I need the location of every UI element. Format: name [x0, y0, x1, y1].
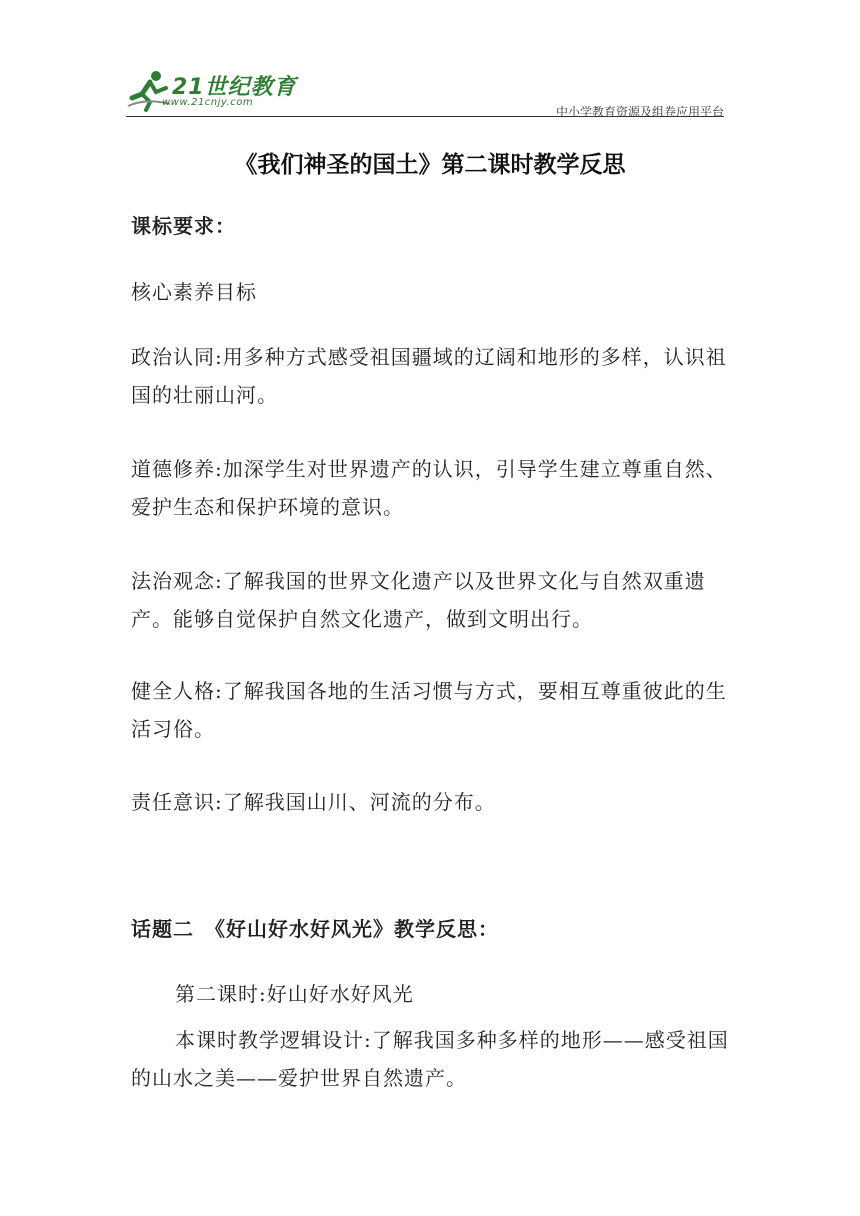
logo — [126, 68, 296, 114]
logo-text: 21世纪教育 — [172, 75, 297, 100]
subheading-core-goals: 核心素养目标 — [131, 280, 257, 304]
goal-moral: 道德修养:加深学生对世界遗产的认识，引导学生建立尊重自然、爱护生态和保护环境的意识。 — [131, 457, 727, 519]
header-divider — [126, 116, 724, 117]
page-header — [126, 68, 724, 118]
lesson-title: 第二课时:好山好水好风光 — [175, 982, 414, 1006]
section-heading-topic2: 话题二 《好山好水好风光》教学反思： — [131, 917, 499, 941]
lesson-logic: 本课时教学逻辑设计:了解我国多种多样的地形——感受祖国的山水之美——爱护世界自然遗产。 — [131, 1028, 729, 1090]
section-heading-curriculum: 课标要求： — [131, 214, 236, 238]
header-tagline: 中小学教育资源及组卷应用平台 — [555, 105, 724, 119]
goal-political: 政治认同:用多种方式感受祖国疆域的辽阔和地形的多样，认识祖国的壮丽山河。 — [131, 345, 727, 407]
document-title: 《我们神圣的国土》第二课时教学反思 — [234, 152, 626, 178]
goal-personality: 健全人格:了解我国各地的生活习惯与方式，要相互尊重彼此的生活习俗。 — [131, 679, 727, 741]
logo-url: www.21cnjy.com — [162, 97, 254, 108]
goal-law: 法治观念:了解我国的世界文化遗产以及世界文化与自然双重遗产。能够自觉保护自然文化遗产，做到文明出行。 — [131, 569, 706, 631]
goal-responsibility: 责任意识:了解我国山川、河流的分布。 — [131, 790, 496, 814]
